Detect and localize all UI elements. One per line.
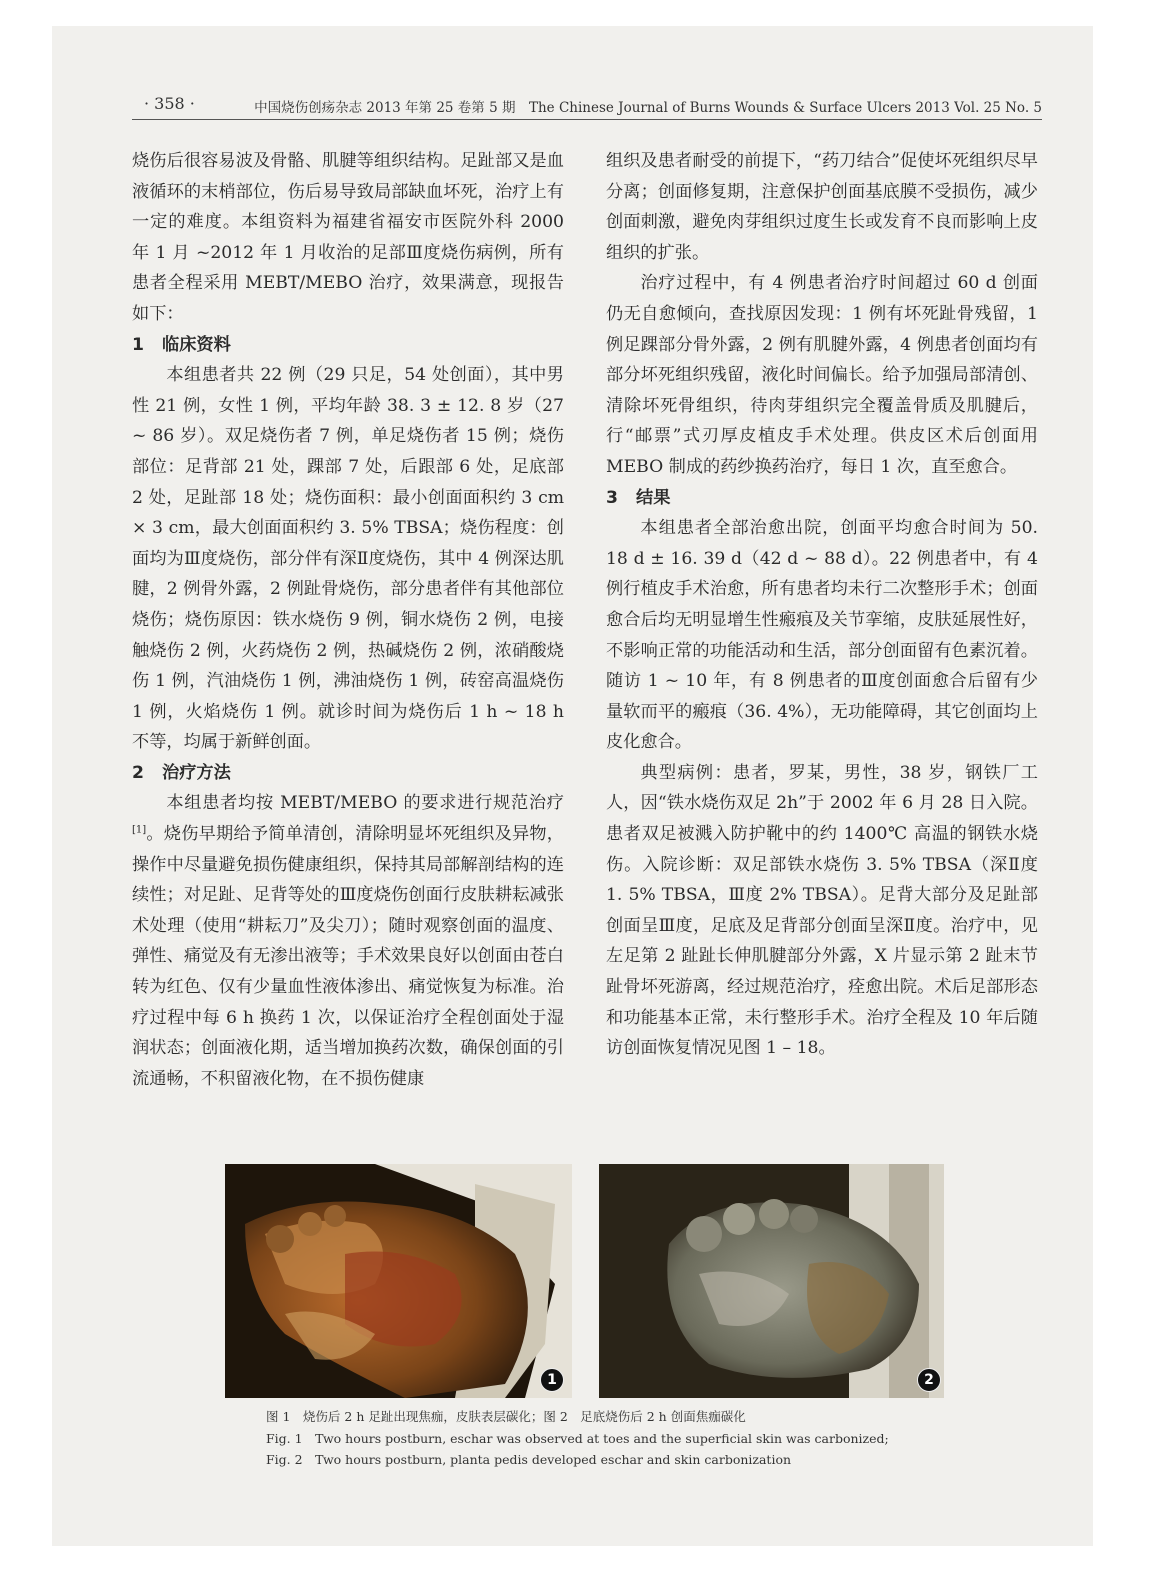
figure-1-badge: 1 <box>540 1368 564 1392</box>
reference-1[interactable]: [1] <box>132 824 147 836</box>
treatment-text-b: 。烧伤早期给予简单清创，清除明显坏死组织及异物，操作中尽量避免损伤健康组织，保持其局部解剖结构的连续性；对足趾、足背等处的Ⅲ度烧伤创面行皮肤耕耘减张术处理（使用“耕耘刀”及尖刀）；随时观察创面的温度、弹性、痛觉及有无渗出液等；手术效果良好以创面由苍白转为红色、仅有少量血性液体渗出、痛觉恢复为标准。治疗过程中每 6 h 换药 1 次，以保证治疗全程创面处于湿润状态；创面液化期，适当增加换药次数，确保创面的引流通畅，不积留液化物，在不损伤健康 <box>132 824 564 1089</box>
treatment-continued-paragraph: 组织及患者耐受的前提下，“药刀结合”促使坏死组织尽早分离；创面修复期，注意保护创面基底膜不受损伤，减少创面刺激，避免肉芽组织过度生长或发育不良而影响上皮组织的扩张。 <box>606 151 1038 263</box>
section-1-heading <box>132 330 564 361</box>
results-paragraph: 本组患者全部治愈出院，创面平均愈合时间为 50. 18 d ± 16. 39 d（42 d ~ 88 d）。22 例患者中，有 4 例行植皮手术治愈，所有患者均未行二次整形手术；创面愈合后均无明显增生性瘢痕及关节挛缩，皮肤延展性好，不影响正常的功能活动和生活，部分创面留有色素沉着。随访 1 ~ 10 年，有 8 例患者的Ⅲ度创面愈合后留有少量软而平的瘢痕（36. 4%），无功能障碍，其它创面均上皮化愈合。 <box>606 518 1038 753</box>
figure-1-caption-en: Fig. 1 Two hours postburn, eschar was observed at toes and the superficial skin was carbonized; <box>266 1431 889 1446</box>
figure-2-photo <box>599 1164 944 1398</box>
running-header <box>132 94 1042 118</box>
section-3-title: 结果 <box>636 487 671 508</box>
section-3-number: 3 <box>606 487 618 508</box>
section-3-heading <box>606 483 1038 514</box>
figure-caption-zh: 图 1 烧伤后 2 h 足趾出现焦痂，皮肤表层碳化；图 2 足底烧伤后 2 h 创面焦痂碳化 <box>266 1409 746 1424</box>
section-1-title: 临床资料 <box>162 334 231 355</box>
treatment-course-paragraph: 治疗过程中，有 4 例患者治疗时间超过 60 d 创面仍无自愈倾向，查找原因发现：1 例有坏死趾骨残留，1 例足踝部分骨外露，2 例有肌腱外露，4 例患者创面均有部分坏死组织残留，液化时间偏长。给予加强局部清创、清除坏死骨组织，待肉芽组织完全覆盖骨质及肌腱后，行“邮票”式刃厚皮植皮手术处理。供皮区术后创面用 MEBO 制成的药纱换药治疗，每日 1 次，直至愈合。 <box>606 273 1038 477</box>
page-number: · 358 · <box>144 94 195 113</box>
figure-1-photo <box>225 1164 572 1398</box>
section-2-number: 2 <box>132 762 144 783</box>
journal-title: 中国烧伤创疡杂志 2013 年第 25 卷第 5 期 The Chinese Journal of Burns Wounds & Surface Ulcers 2013 Vol. 25 No. 5 <box>254 100 1042 116</box>
clinical-data-paragraph: 本组患者共 22 例（29 只足，54 处创面），其中男性 21 例，女性 1 例，平均年龄 38. 3 ± 12. 8 岁（27 ~ 86 岁）。双足烧伤者 7 例，单足烧伤者 15 例；烧伤部位：足背部 21 处，踝部 7 处，后跟部 6 处，足底部 2 处，足趾部 18 处；烧伤面积：最小创面面积约 3 cm × 3 cm，最大创面面积约 3. 5% TBSA；烧伤程度：创面均为Ⅲ度烧伤，部分伴有深Ⅱ度烧伤，其中 4 例深达肌腱，2 例骨外露，2 例趾骨烧伤，部分患者伴有其他部位烧伤；烧伤原因：铁水烧伤 9 例，铜水烧伤 2 例，电接触烧伤 2 例，火药烧伤 2 例，热碱烧伤 2 例，浓硝酸烧伤 1 例，汽油烧伤 1 例，沸油烧伤 1 例，砖窑高温烧伤 1 例，火焰烧伤 1 例。就诊时间为烧伤后 1 h ~ 18 h 不等，均属于新鲜创面。 <box>132 365 564 753</box>
left-column <box>132 146 564 1094</box>
figure-2-caption-en: Fig. 2 Two hours postburn, planta pedis developed eschar and skin carbonization <box>266 1452 792 1467</box>
treatment-paragraph <box>132 788 564 1094</box>
intro-paragraph: 烧伤后很容易波及骨骼、肌腱等组织结构。足趾部又是血液循环的末梢部位，伤后易导致局部缺血坏死，治疗上有一定的难度。本组资料为福建省福安市医院外科 2000 年 1 月 ~2012 年 1 月收治的足部Ⅲ度烧伤病例，所有患者全程采用 MEBT/MEBO 治疗，效果满意，现报告如下： <box>132 151 564 324</box>
header-divider <box>132 119 1042 120</box>
section-2-heading <box>132 758 564 789</box>
figure-2-badge: 2 <box>917 1368 941 1392</box>
figure-2-image <box>599 1164 944 1398</box>
section-1-number: 1 <box>132 334 144 355</box>
treatment-text-a: 本组患者均按 MEBT/MEBO 的要求进行规范治疗 <box>166 793 564 814</box>
right-column <box>606 146 1038 1064</box>
figure-1-image <box>225 1164 572 1398</box>
section-2-title: 治疗方法 <box>162 762 231 783</box>
typical-case-paragraph: 典型病例：患者，罗某，男性，38 岁，钢铁厂工人，因“铁水烧伤双足 2h”于 2002 年 6 月 28 日入院。患者双足被溅入防护靴中的约 1400℃ 高温的钢铁水烧伤。入院诊断：双足部铁水烧伤 3. 5% TBSA（深Ⅱ度 1. 5% TBSA，Ⅲ度 2% TBSA）。足背大部分及足趾部创面呈Ⅲ度，足底及足背部分创面呈深Ⅱ度。治疗中，见左足第 2 趾趾长伸肌腱部分外露，X 片显示第 2 趾末节趾骨坏死游离，经过规范治疗，痊愈出院。术后足部形态和功能基本正常，未行整形手术。治疗全程及 10 年后随访创面恢复情况见图 1 – 18。 <box>606 762 1038 1059</box>
